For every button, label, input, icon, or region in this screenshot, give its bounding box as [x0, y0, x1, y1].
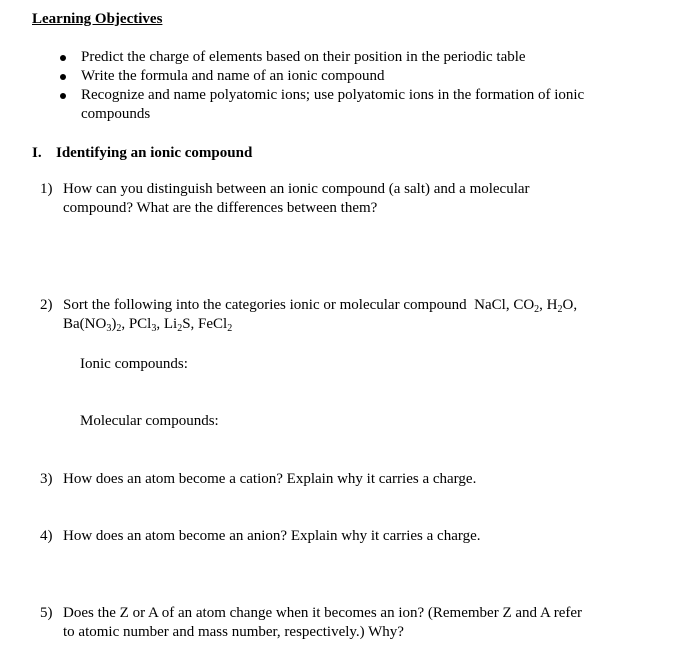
bullet-icon [60, 93, 66, 99]
question-5-line1: Does the Z or A of an atom change when it becomes an ion? (Remember Z and A refer [63, 605, 582, 621]
objective-item-line2: compounds [81, 106, 151, 122]
bullet-icon [60, 74, 66, 80]
compound-fecl2: FeCl$_2$ [198, 316, 233, 334]
objective-item-line1: Recognize and name polyatomic ions; use polyatomic ions in the formation of ionic [81, 87, 585, 103]
question-2-line1: Sort the following into the categories ionic or molecular compound NaCl, $CO_2$, $H_2O$, [63, 297, 578, 315]
question-2-line2: $Ba(NO_3)_2$, PCl$_3$, $Li_2S$, FeCl$_2$ [63, 316, 233, 334]
objective-item: Predict the charge of elements based on their position in the periodic table [81, 49, 526, 65]
question-1-line2: compound? What are the differences between them? [63, 200, 378, 216]
question-number: 5) [40, 605, 53, 621]
question-number: 4) [40, 528, 53, 544]
compound-pcl3: PCl$_3$ [128, 316, 157, 334]
section-title: Identifying an ionic compound [56, 145, 253, 161]
section-number: I. [32, 145, 42, 161]
question-number: 2) [40, 297, 53, 313]
question-4-text: How does an atom become an anion? Explain why it carries a charge. [63, 528, 481, 544]
compound-nacl: NaCl [474, 297, 506, 313]
question-2-intro: Sort the following into the categories ionic or molecular compound [63, 297, 467, 313]
question-3-text: How does an atom become a cation? Explain why it carries a charge. [63, 471, 477, 487]
compound-li2s: $Li_2S$ [163, 316, 191, 334]
molecular-compounds-label: Molecular compounds: [80, 413, 219, 429]
compound-h2o: $H_2O$ [546, 297, 574, 315]
bullet-icon [60, 55, 66, 61]
question-number: 1) [40, 181, 53, 197]
question-5-line2: to atomic number and mass number, respectively.) Why? [63, 624, 404, 640]
question-number: 3) [40, 471, 53, 487]
objectives-title: Learning Objectives [32, 11, 163, 27]
compound-ba-no3-2: $Ba(NO_3)_2$ [63, 316, 122, 334]
question-1-line1: How can you distinguish between an ionic compound (a salt) and a molecular [63, 181, 530, 197]
compound-co2: $CO_2$ [513, 297, 540, 315]
objective-item: Write the formula and name of an ionic compound [81, 68, 385, 84]
ionic-compounds-label: Ionic compounds: [80, 356, 188, 372]
